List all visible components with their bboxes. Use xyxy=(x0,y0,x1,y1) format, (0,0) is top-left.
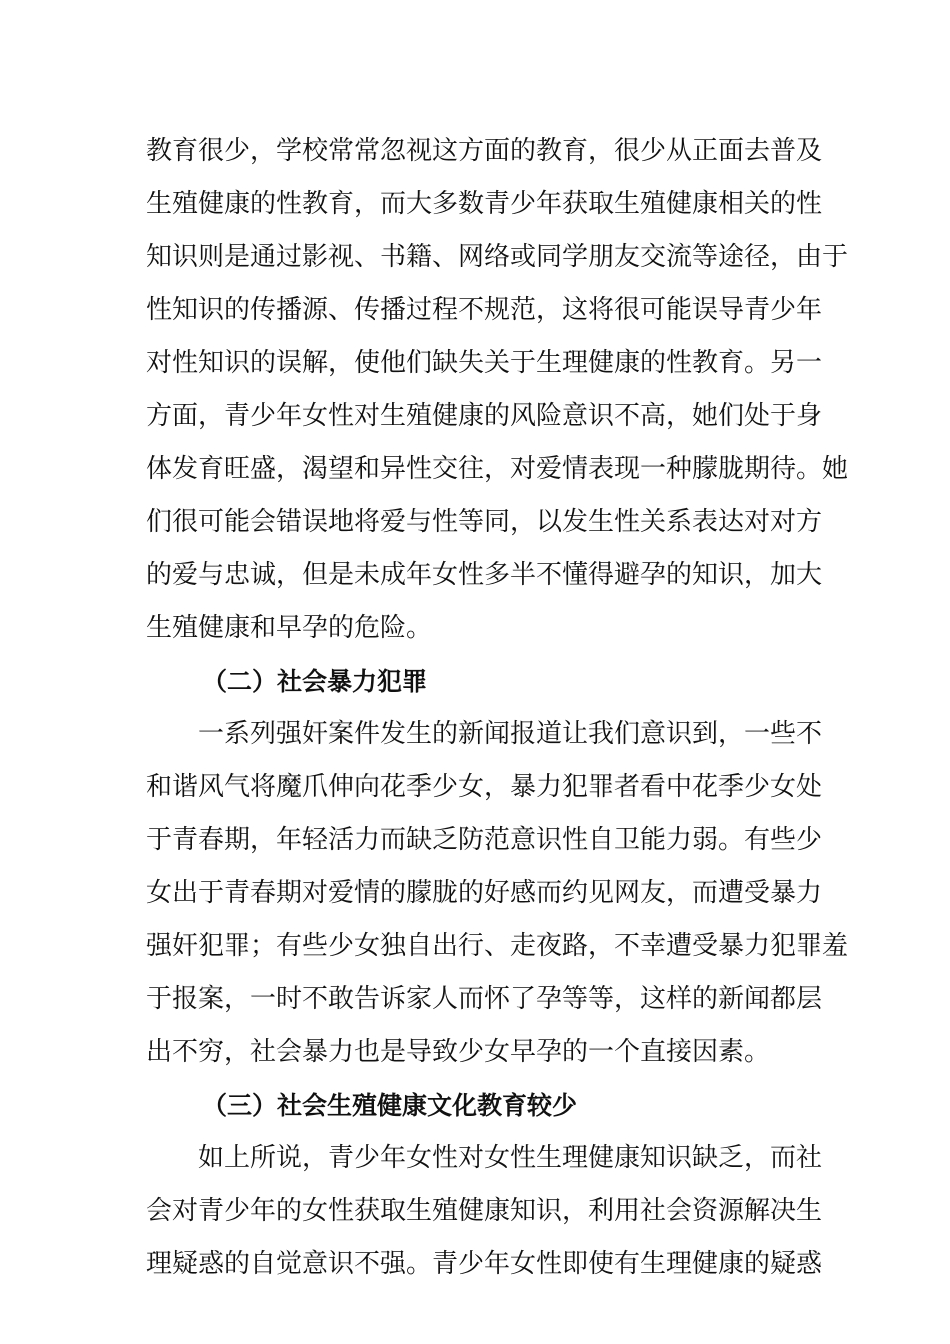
paragraph xyxy=(146,125,849,655)
text-line: 女出于青春期对爱情的朦胧的好感而约见网友，而遭受暴力 xyxy=(146,878,823,908)
text-line: 们很可能会错误地将爱与性等同，以发生性关系表达对对方 xyxy=(146,507,823,537)
text-line: 生殖健康的性教育，而大多数青少年获取生殖健康相关的性 xyxy=(146,189,823,219)
text-line: 如上所说，青少年女性对女性生理健康知识缺乏，而社 xyxy=(198,1143,823,1173)
paragraph xyxy=(146,1132,823,1291)
text-line: 于报案，一时不敢告诉家人而怀了孕等等，这样的新闻都层 xyxy=(146,984,823,1014)
text-line: 和谐风气将魔爪伸向花季少女，暴力犯罪者看中花季少女处 xyxy=(146,772,823,802)
text-line: 一系列强奸案件发生的新闻报道让我们意识到，一些不 xyxy=(198,719,823,749)
text-line: 强奸犯罪；有些少女独自出行、走夜路，不幸遭受暴力犯罪羞 xyxy=(146,931,849,961)
paragraph xyxy=(146,708,849,1079)
text-line: 体发育旺盛，渴望和异性交往，对爱情表现一种朦胧期待。她 xyxy=(146,454,849,484)
text-line: 的爱与忠诚，但是未成年女性多半不懂得避孕的知识，加大 xyxy=(146,560,823,590)
text-line: 教育很少，学校常常忽视这方面的教育，很少从正面去普及 xyxy=(146,136,823,166)
text-line: 性知识的传播源、传播过程不规范，这将很可能误导青少年 xyxy=(146,295,823,325)
text-line: 方面，青少年女性对生殖健康的风险意识不高，她们处于身 xyxy=(146,401,823,431)
text-line: 出不穷，社会暴力也是导致少女早孕的一个直接因素。 xyxy=(146,1037,771,1067)
section-heading: （二）社会暴力犯罪 xyxy=(202,667,428,696)
text-line: 生殖健康和早孕的危险。 xyxy=(146,613,433,643)
section-heading: （三）社会生殖健康文化教育较少 xyxy=(202,1091,578,1120)
text-line: 对性知识的误解，使他们缺失关于生理健康的性教育。另一 xyxy=(146,348,823,378)
body-text xyxy=(146,125,849,1291)
text-line: 知识则是通过影视、书籍、网络或同学朋友交流等途径，由于 xyxy=(146,242,849,272)
text-line: 于青春期，年轻活力而缺乏防范意识性自卫能力弱。有些少 xyxy=(146,825,823,855)
text-line: 理疑惑的自觉意识不强。青少年女性即使有生理健康的疑惑 xyxy=(146,1249,823,1279)
text-line: 会对青少年的女性获取生殖健康知识，利用社会资源解决生 xyxy=(146,1196,823,1226)
